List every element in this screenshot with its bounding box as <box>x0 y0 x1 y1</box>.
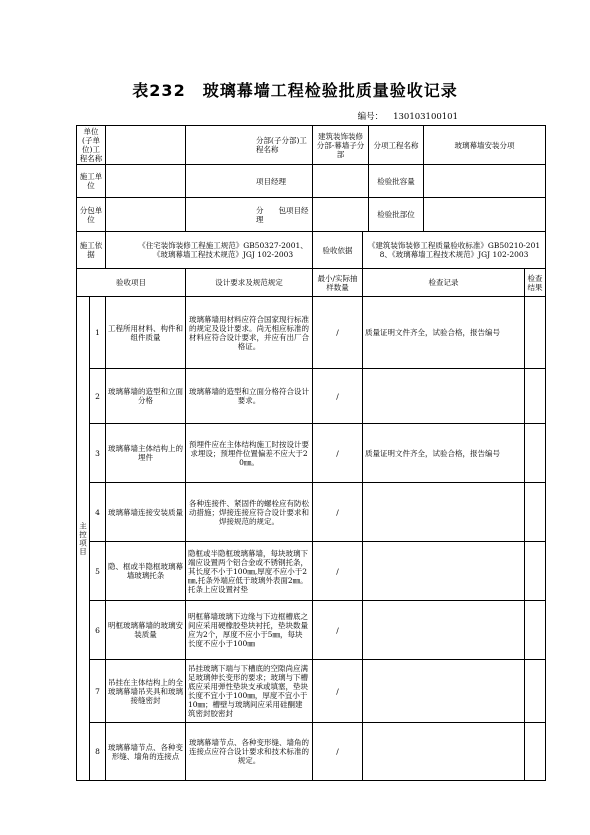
record-number-label: 编号： <box>357 112 384 122</box>
record-number <box>348 110 458 122</box>
sub-project-manager-value <box>313 198 369 232</box>
row-item: 玻璃幕墙的造型和立面分格 <box>106 369 186 424</box>
header-row-constructor <box>77 165 546 198</box>
item-name-label: 分项工程名称 <box>369 126 424 165</box>
subdivision-label: 分部(子分部)工程名称 <box>186 126 313 165</box>
col-header-result: 检查结果 <box>525 269 546 297</box>
table-row <box>77 369 546 424</box>
row-item: 玻璃幕墙节点、各种变形缝、墙角的连接点 <box>106 723 186 781</box>
row-number: 3 <box>90 424 106 483</box>
col-header-design: 设计要求及规范规定 <box>186 269 313 297</box>
header-row-basis <box>77 232 546 269</box>
row-result <box>525 483 546 542</box>
row-item: 吊挂在主体结构上的全玻璃幕墙吊夹具和玻璃接缝密封 <box>106 660 186 723</box>
row-item: 玻璃幕墙主体结构上的埋件 <box>106 424 186 483</box>
row-record: 质量证明文件齐全，试验合格，报告编号 <box>363 424 525 483</box>
row-design: 隐框或半隐框玻璃幕墙，每块玻璃下端应设置两个铝合金或不锈钢托条，其长度不小于100㎜,厚度不应小于2㎜,托条外端应低于玻璃外表面2㎜。托条上应设置衬垫 <box>186 542 313 601</box>
row-design: 预埋件应在主体结构施工时按设计要求埋设；预埋件位置偏差不应大于20㎜。 <box>186 424 313 483</box>
batch-part-label: 检验批部位 <box>369 198 424 232</box>
col-header-record: 检查记录 <box>363 269 525 297</box>
row-record <box>363 483 525 542</box>
row-design: 玻璃幕墙的造型和立面分格符合设计要求。 <box>186 369 313 424</box>
project-manager-label: 项目经理 <box>186 165 313 198</box>
row-result <box>525 369 546 424</box>
row-number: 8 <box>90 723 106 781</box>
table-row <box>77 542 546 601</box>
batch-size-label: 检验批容量 <box>369 165 424 198</box>
constructor-label: 施工单位 <box>77 165 106 198</box>
row-design: 吊挂玻璃下端与下槽底的空隙尚应满足玻璃伸长变形的要求；玻璃与下槽底应采用弹性垫块支承或填塞，垫块长度不宜小于100㎜，厚度不宜小于10㎜；槽壁与玻璃间应采用硅酮建筑密封胶密封 <box>186 660 313 723</box>
page-title: 表232 玻璃幕墙工程检验批质量验收记录 <box>132 81 458 100</box>
row-sample: / <box>313 601 363 660</box>
table-row <box>77 424 546 483</box>
batch-part-value <box>424 198 546 232</box>
row-number: 2 <box>90 369 106 424</box>
row-design: 各种连接件、紧固件的螺栓应有防松动措施；焊接连接应符合设计要求和焊接规范的规定。 <box>186 483 313 542</box>
subcontractor-value <box>106 198 186 232</box>
row-item: 明框玻璃幕墙的玻璃安装质量 <box>106 601 186 660</box>
unit-name-value <box>106 126 186 165</box>
row-sample: / <box>313 483 363 542</box>
row-design: 玻璃幕墙用材料应符合国家现行标准的规定及设计要求。尚无相应标准的材料应符合设计要求，并应有出厂合格证。 <box>186 297 313 369</box>
table-row <box>77 297 546 369</box>
construction-basis-label: 施工依据 <box>77 232 106 269</box>
row-record: 质量证明文件齐全，试验合格，报告编号 <box>363 297 525 369</box>
subcontractor-label: 分包单位 <box>77 198 106 232</box>
col-header-sample: 最小/实际抽样数量 <box>313 269 363 297</box>
row-number: 4 <box>90 483 106 542</box>
row-item: 隐、框或半隐框玻璃幕墙玻璃托条 <box>106 542 186 601</box>
unit-name-label: 单位(子单位)工程名称 <box>77 126 106 165</box>
table-row <box>77 660 546 723</box>
row-result <box>525 542 546 601</box>
inspection-record-table <box>76 125 546 781</box>
sub-project-manager-label: 分 包项目经理 <box>186 198 313 232</box>
row-design: 玻璃幕墙节点、各种变形缝、墙角的连接点应符合设计要求和技术标准的规定。 <box>186 723 313 781</box>
row-design: 明框幕墙玻璃下边缘与下边框槽底之间应采用硬橡胶垫块衬托，垫块数量应为2个，厚度不应小于5㎜，每块长度不应小于100㎜ <box>186 601 313 660</box>
row-result <box>525 660 546 723</box>
row-item: 玻璃幕墙连接安装质量 <box>106 483 186 542</box>
record-number-value: 130103100101 <box>393 112 458 122</box>
row-sample: / <box>313 542 363 601</box>
row-sample: / <box>313 297 363 369</box>
row-result <box>525 601 546 660</box>
row-record <box>363 660 525 723</box>
acceptance-basis-label: 验收依据 <box>313 232 363 269</box>
main-control-group-label: 主控项目 <box>77 297 90 781</box>
row-record <box>363 601 525 660</box>
row-sample: / <box>313 424 363 483</box>
row-item: 工程所用材料、构件和组件质量 <box>106 297 186 369</box>
row-record <box>363 369 525 424</box>
project-manager-value <box>313 165 369 198</box>
row-result <box>525 723 546 781</box>
batch-size-value <box>424 165 546 198</box>
subdivision-value: 建筑装饰装修分部-幕墙子分部 <box>313 126 369 165</box>
row-number: 7 <box>90 660 106 723</box>
row-number: 6 <box>90 601 106 660</box>
constructor-value <box>106 165 186 198</box>
table-row <box>77 483 546 542</box>
column-header-row <box>77 269 546 297</box>
table-row <box>77 601 546 660</box>
row-result <box>525 424 546 483</box>
row-number: 1 <box>90 297 106 369</box>
col-header-item: 验收项目 <box>77 269 186 297</box>
construction-basis-value: 《住宅装饰装修工程施工规范》GB50327-2001、《玻璃幕墙工程技术规范》JGJ 102-2003 <box>106 232 313 269</box>
row-sample: / <box>313 660 363 723</box>
header-row-subcontractor <box>77 198 546 232</box>
row-result <box>525 297 546 369</box>
acceptance-basis-value: 《建筑装饰装修工程质量验收标准》GB50210-2018、《玻璃幕墙工程技术规范》JGJ 102-2003 <box>363 232 546 269</box>
row-sample: / <box>313 369 363 424</box>
row-record <box>363 723 525 781</box>
row-number: 5 <box>90 542 106 601</box>
item-name-value: 玻璃幕墙安装分项 <box>424 126 546 165</box>
row-record <box>363 542 525 601</box>
header-row-unit <box>77 126 546 165</box>
row-sample: / <box>313 723 363 781</box>
table-row <box>77 723 546 781</box>
